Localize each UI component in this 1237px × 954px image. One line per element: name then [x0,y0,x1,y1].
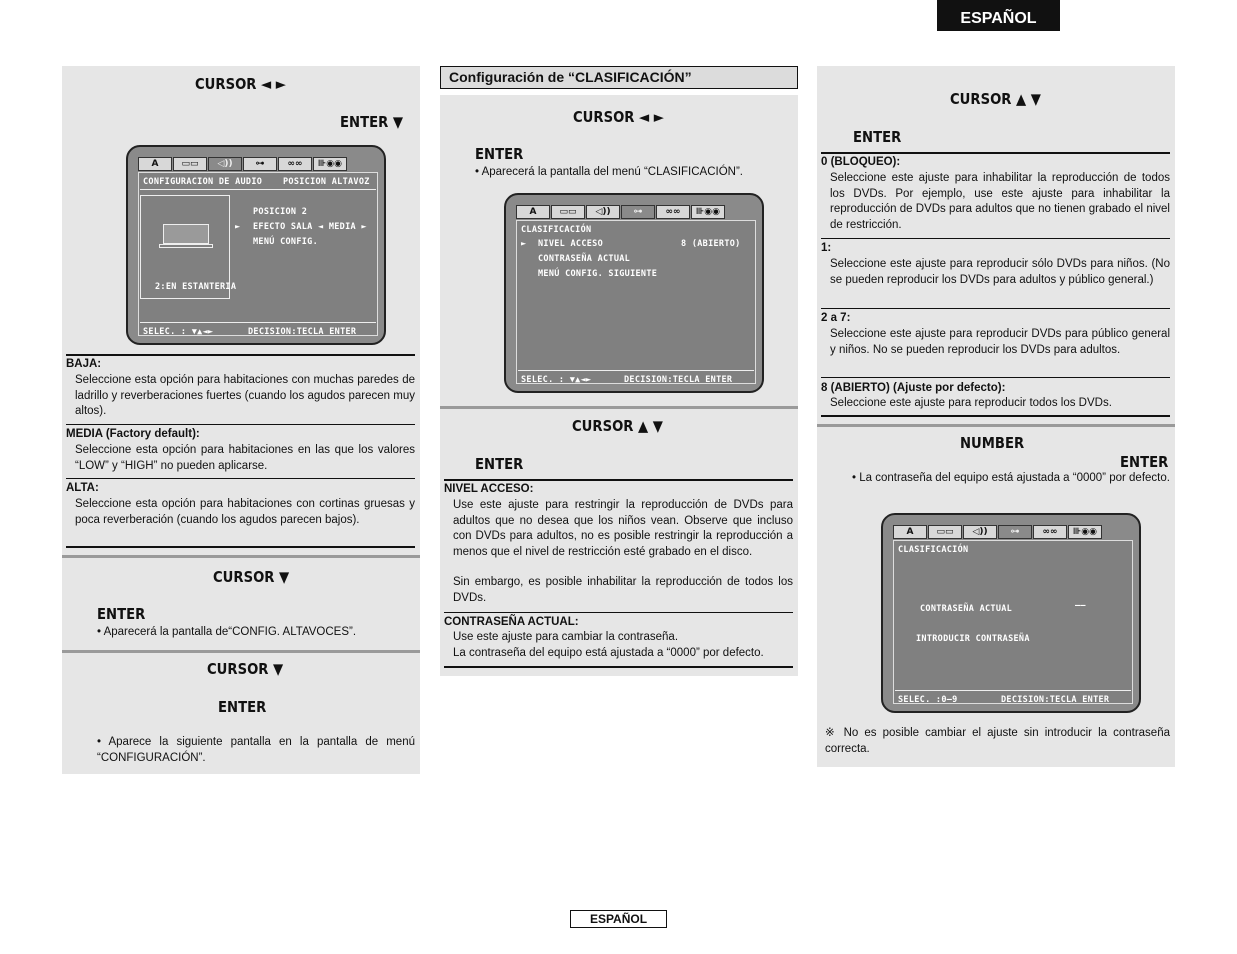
level-2-7-term: 2 a 7: [821,312,851,324]
footer-language-tab: ESPAÑOL [570,910,667,928]
enter-password-row: INTRODUCIR CONTRASEÑA [916,634,1030,644]
position-row: POSICION 2 [253,207,308,217]
enter-instruction-6: ENTER [1120,453,1169,471]
room-effect-row: EFECTO SALA ◄ MEDIA ► [253,222,367,232]
screen-footer-decision: DECISION:TECLA ENTER [248,327,357,337]
menu-icon-bar-3 [893,525,1102,539]
number-instruction: NUMBER [960,434,1025,452]
enter-instruction: ENTER [97,605,146,623]
screen-title: CONFIGURACION DE AUDIO [143,177,263,187]
current-password-term: CONTRASEÑA ACTUAL: [444,616,579,628]
shelf-diagram [159,244,213,248]
screen-footer-decision: DECISION:TECLA ENTER [1001,695,1110,705]
key-icon: ⊶ [621,205,655,219]
enter-instruction-5: ENTER [853,128,902,146]
language-tab: ESPAÑOL [937,0,1060,31]
enter-instruction-4: ENTER [475,455,524,473]
level-1-description: Seleccione este ajuste para reproducir sólo DVDs para niños. (No se pueden reproducir los DVDs para adultos y público general.) [830,258,1170,286]
baja-term: BAJA: [66,358,102,370]
access-level-row: NIVEL ACCESO [538,239,604,249]
screen-title: CLASIFICACIÓN [898,545,969,555]
screen-footer-select: SELEC. : ▼▲◄► [521,375,592,385]
tools-icon: ∞∞ [656,205,690,219]
screen-subtitle: POSICION ALTAVOZ [283,177,370,187]
level-8-description: Seleccione este ajuste para reproducir todos los DVDs. [830,397,1112,409]
section-title: Configuración de “CLASIFICACIÓN” [440,66,798,89]
media-description: Seleccione esta opción para habitaciones en las que los valores “LOW” y “HIGH” no pueden aplicarse. [75,444,415,472]
access-level-term: NIVEL ACCESO: [444,483,534,495]
playback-icon: ⊪◉◉ [313,157,347,171]
baja-description: Seleccione esta opción para habitaciones con muchas paredes de ladrillo y reverberaciones fuertes (cuando los agudos parecen muy altos). [75,374,415,418]
selection-arrow: ► [521,239,527,249]
default-password-note: • La contraseña del equipo está ajustada a “0000” por defecto. [852,472,1170,484]
current-password-row: CONTRASEÑA ACTUAL [920,604,1013,614]
media-term: MEDIA (Factory default): [66,428,200,440]
key-icon: ⊶ [998,525,1032,539]
enter-down-instruction: ENTER ▼ [340,113,404,131]
alta-description: Seleccione esta opción para habitaciones con cortinas gruesas y poca reverberación (cuando los agudos parecen bajos). [75,498,415,526]
password-required-note: ※ No es posible cambiar el ajuste sin introducir la contraseña correcta. [825,727,1170,755]
level-1-term: 1: [821,242,832,254]
access-level-value: 8 (ABIERTO) [681,239,741,249]
screen-title: CLASIFICACIÓN [521,225,592,235]
speaker-icon: ◁)) [586,205,620,219]
tools-icon: ∞∞ [278,157,312,171]
level-0-term: 0 (BLOQUEO): [821,156,901,168]
cursor-down-instruction-2: CURSOR ▼ [207,660,284,678]
access-level-description: Use este ajuste para restringir la reproducción de DVDs para adultos que no desea que los niños vean. Observe que incluso con DVDs para adultos, no es posible restringir la reproducción a menos que el nivel de restricción esté grabado en el disco. [453,499,793,558]
rating-screen [504,193,764,393]
screen-footer-decision: DECISION:TECLA ENTER [624,375,733,385]
alta-term: ALTA: [66,482,99,494]
tools-icon: ∞∞ [1033,525,1067,539]
level-8-term: 8 (ABIERTO) (Ajuste por defecto): [821,382,1006,394]
audio-setup-screen [126,145,386,345]
cursor-down-instruction: CURSOR ▼ [213,568,290,586]
key-icon: ⊶ [243,157,277,171]
playback-icon: ⊪◉◉ [691,205,725,219]
enter-instruction-3: ENTER [475,145,524,163]
position-label: 2:EN ESTANTERIA [155,282,237,292]
display-icon: ▭▭ [551,205,585,219]
menu-icon-bar-2 [516,205,725,219]
current-password-default: La contraseña del equipo está ajustada a “0000” por defecto. [453,647,764,659]
cursor-left-right-instruction: CURSOR ◄ ► [195,75,286,93]
config-menu-row: MENÚ CONFIG. [253,237,319,247]
language-icon: A [138,157,172,171]
password-screen [881,513,1141,713]
enter-instruction-2: ENTER [218,698,267,716]
setup-menu-note: • Aparece la siguiente pantalla en la pantalla de menú “CONFIGURACIÓN”. [97,736,415,764]
speaker-position-box [140,195,237,299]
selection-arrow: ► [235,222,241,232]
next-config-menu-row: MENÚ CONFIG. SIGUIENTE [538,269,658,279]
cursor-left-right-instruction-2: CURSOR ◄ ► [573,108,664,126]
current-password-description: Use este ajuste para cambiar la contraseña. [453,631,679,643]
level-0-description: Seleccione este ajuste para inhabilitar la reproducción de todos los DVDs. Por ejemplo, use este ajuste para inhabilitar la reproducción de DVDs para adultos que no tienen grabado el nivel de restricción. [830,172,1170,231]
screen-footer-select: SELEC. :0–9 [898,695,958,705]
level-2-7-description: Seleccione este ajuste para reproducir DVDs para público general y niños. No se pueden reproducir los DVDs para adultos. [830,328,1170,356]
speaker-icon: ◁)) [963,525,997,539]
menu-icon-bar [138,157,347,171]
language-icon: A [516,205,550,219]
rating-menu-note: • Aparecerá la pantalla del menú “CLASIFICACIÓN”. [475,166,744,178]
display-icon: ▭▭ [173,157,207,171]
current-password-row: CONTRASEÑA ACTUAL [538,254,631,264]
language-icon: A [893,525,927,539]
playback-icon: ⊪◉◉ [1068,525,1102,539]
access-level-note: Sin embargo, es posible inhabilitar la reproducción de todos los DVDs. [453,576,793,604]
cursor-up-down-instruction: CURSOR ▲ ▼ [572,417,663,435]
screen-footer-select: SELEC. : ▼▲◄► [143,327,214,337]
screen-area [893,540,1133,704]
speaker-diagram [163,224,209,244]
current-password-value: —— [1075,601,1086,611]
speaker-icon: ◁)) [208,157,242,171]
cursor-up-down-instruction-2: CURSOR ▲ ▼ [950,90,1041,108]
display-icon: ▭▭ [928,525,962,539]
speaker-config-note: • Aparecerá la pantalla de“CONFIG. ALTAVOCES”. [97,626,357,638]
